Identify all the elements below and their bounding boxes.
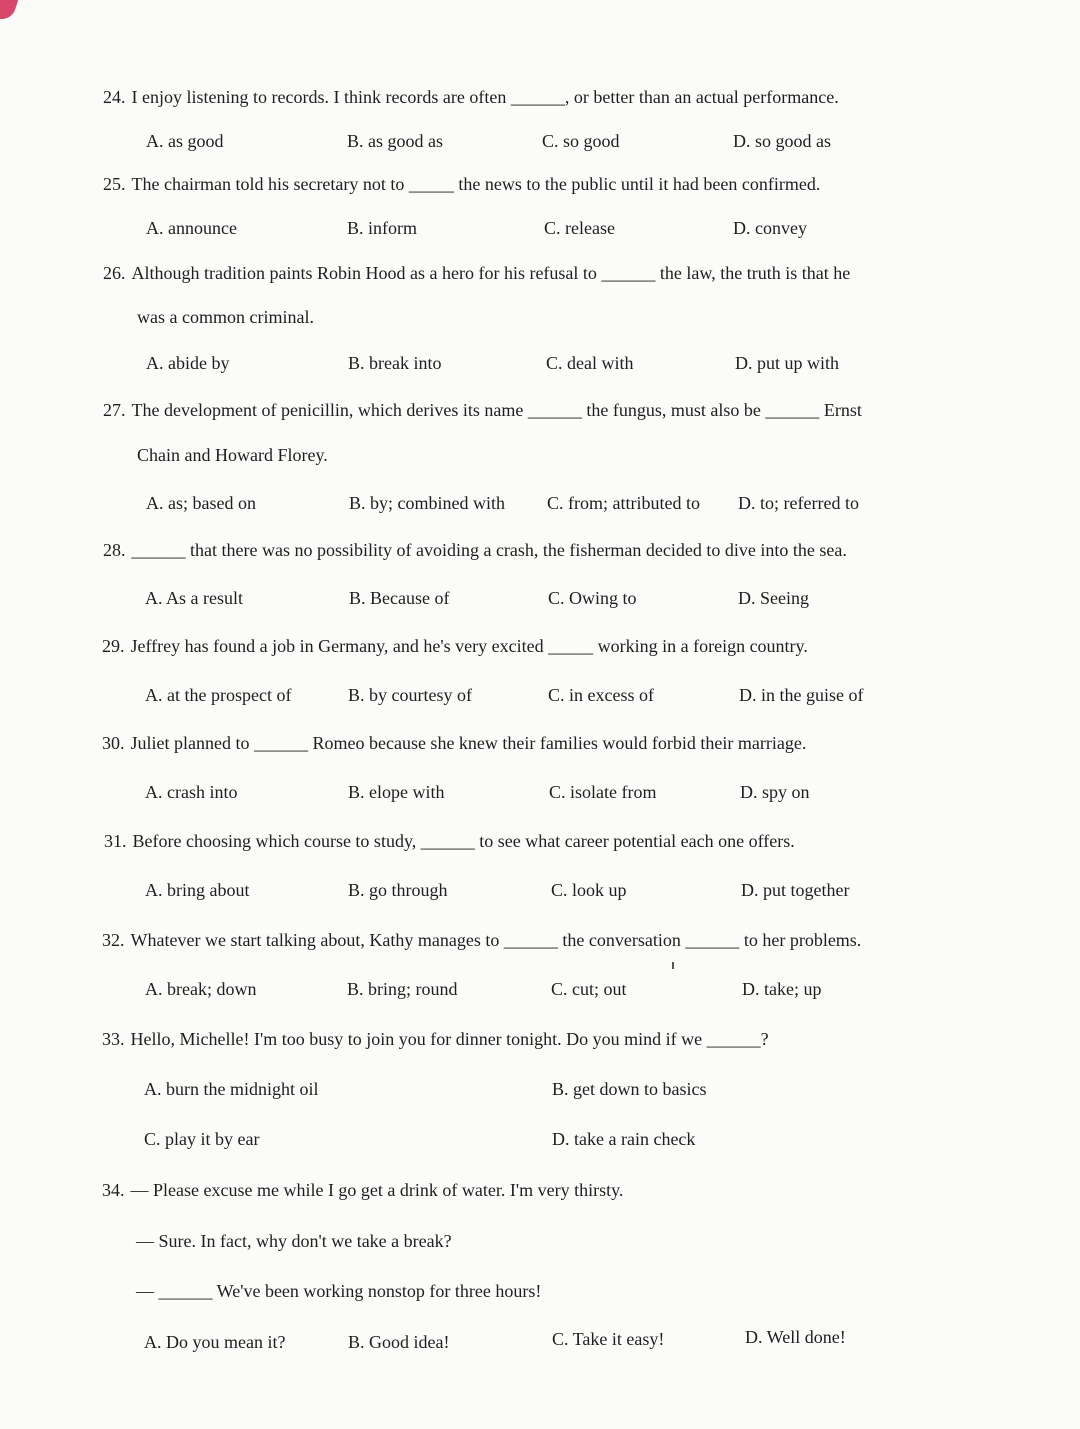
question-number: 31. [104,831,127,851]
option-d: D. to; referred to [738,493,859,513]
option-b: B. break into [348,353,442,373]
question-number: 27. [103,400,126,420]
question-text: The development of penicillin, which derives its name ______ the fungus, must also be ______ Ernst [131,400,862,420]
option-b: B. Good idea! [348,1332,450,1352]
option-b: B. elope with [348,782,445,802]
option-c: C. cut; out [551,979,627,999]
option-a: A. bring about [145,880,250,900]
question-text: Juliet planned to ______ Romeo because she knew their families would forbid their marriage. [130,733,807,753]
question-number: 30. [102,733,125,753]
option-b: B. inform [347,218,417,238]
option-c: C. deal with [546,353,634,373]
option-b: B. bring; round [347,979,458,999]
option-d: D. Seeing [738,588,809,608]
question-30-stem [102,732,806,754]
question-29-stem [102,635,808,657]
option-d: D. spy on [740,782,810,802]
question-number: 29. [102,636,125,656]
question-number: 24. [103,87,126,107]
option-b: B. go through [348,880,448,900]
question-text: I enjoy listening to records. I think records are often ______, or better than an actual performance. [131,87,839,107]
print-speck [672,962,674,969]
option-c: C. play it by ear [144,1129,260,1149]
option-a: A. as; based on [146,493,256,513]
question-27-stem-continued: Chain and Howard Florey. [137,445,328,465]
option-a: A. burn the midnight oil [144,1079,319,1099]
option-a: A. crash into [145,782,238,802]
question-text: Jeffrey has found a job in Germany, and he's very excited _____ working in a foreign country. [130,636,808,656]
question-32-stem [102,929,861,951]
question-number: 25. [103,174,126,194]
question-number: 32. [102,930,125,950]
option-b: B. as good as [347,131,443,151]
option-d: D. put together [741,880,850,900]
option-c: C. look up [551,880,627,900]
question-34-dialogue-line-3: — ______ We've been working nonstop for three hours! [136,1281,542,1301]
question-33-stem [102,1028,769,1050]
option-c: C. Owing to [548,588,637,608]
question-text: Hello, Michelle! I'm too busy to join you for dinner tonight. Do you mind if we ______? [130,1029,769,1049]
question-34-stem [102,1179,623,1201]
question-31-stem [104,830,795,852]
question-text: — Please excuse me while I go get a drink of water. I'm very thirsty. [130,1180,624,1200]
question-number: 26. [103,263,126,283]
option-d: D. take a rain check [552,1129,696,1149]
option-c: C. from; attributed to [547,493,700,513]
option-d: D. so good as [733,131,831,151]
question-text: Before choosing which course to study, ______ to see what career potential each one offers. [132,831,795,851]
option-d: D. put up with [735,353,840,373]
option-a: A. abide by [146,353,230,373]
option-a: A. as good [146,131,224,151]
question-27-stem [103,399,862,421]
option-c: C. Take it easy! [552,1329,665,1349]
question-text: ______ that there was no possibility of avoiding a crash, the fisherman decided to dive into the sea. [131,540,847,560]
option-b: B. by courtesy of [348,685,472,705]
option-b: B. by; combined with [349,493,505,513]
option-a: A. As a result [145,588,243,608]
option-d: D. take; up [742,979,822,999]
question-text: The chairman told his secretary not to _____ the news to the public until it had been confirmed. [131,174,821,194]
option-d: D. Well done! [745,1327,846,1347]
question-text: Although tradition paints Robin Hood as a hero for his refusal to ______ the law, the truth is that he [131,263,851,283]
option-d: D. convey [733,218,807,238]
option-c: C. isolate from [549,782,657,802]
question-number: 28. [103,540,126,560]
question-26-stem-continued: was a common criminal. [137,307,314,327]
question-34-dialogue-line-2: — Sure. In fact, why don't we take a break? [136,1231,452,1251]
option-b: B. Because of [349,588,450,608]
option-b: B. get down to basics [552,1079,707,1099]
question-25-stem [103,173,820,195]
question-number: 33. [102,1029,125,1049]
option-c: C. so good [542,131,620,151]
option-a: A. announce [146,218,237,238]
option-c: C. release [544,218,615,238]
question-text: Whatever we start talking about, Kathy manages to ______ the conversation ______ to her problems. [130,930,862,950]
question-number: 34. [102,1180,125,1200]
option-c: C. in excess of [548,685,654,705]
question-28-stem [103,539,847,561]
option-a: A. break; down [145,979,257,999]
option-a: A. Do you mean it? [144,1332,286,1352]
option-d: D. in the guise of [739,685,864,705]
question-24-stem [103,86,839,108]
question-26-stem [103,262,850,284]
option-a: A. at the prospect of [145,685,292,705]
